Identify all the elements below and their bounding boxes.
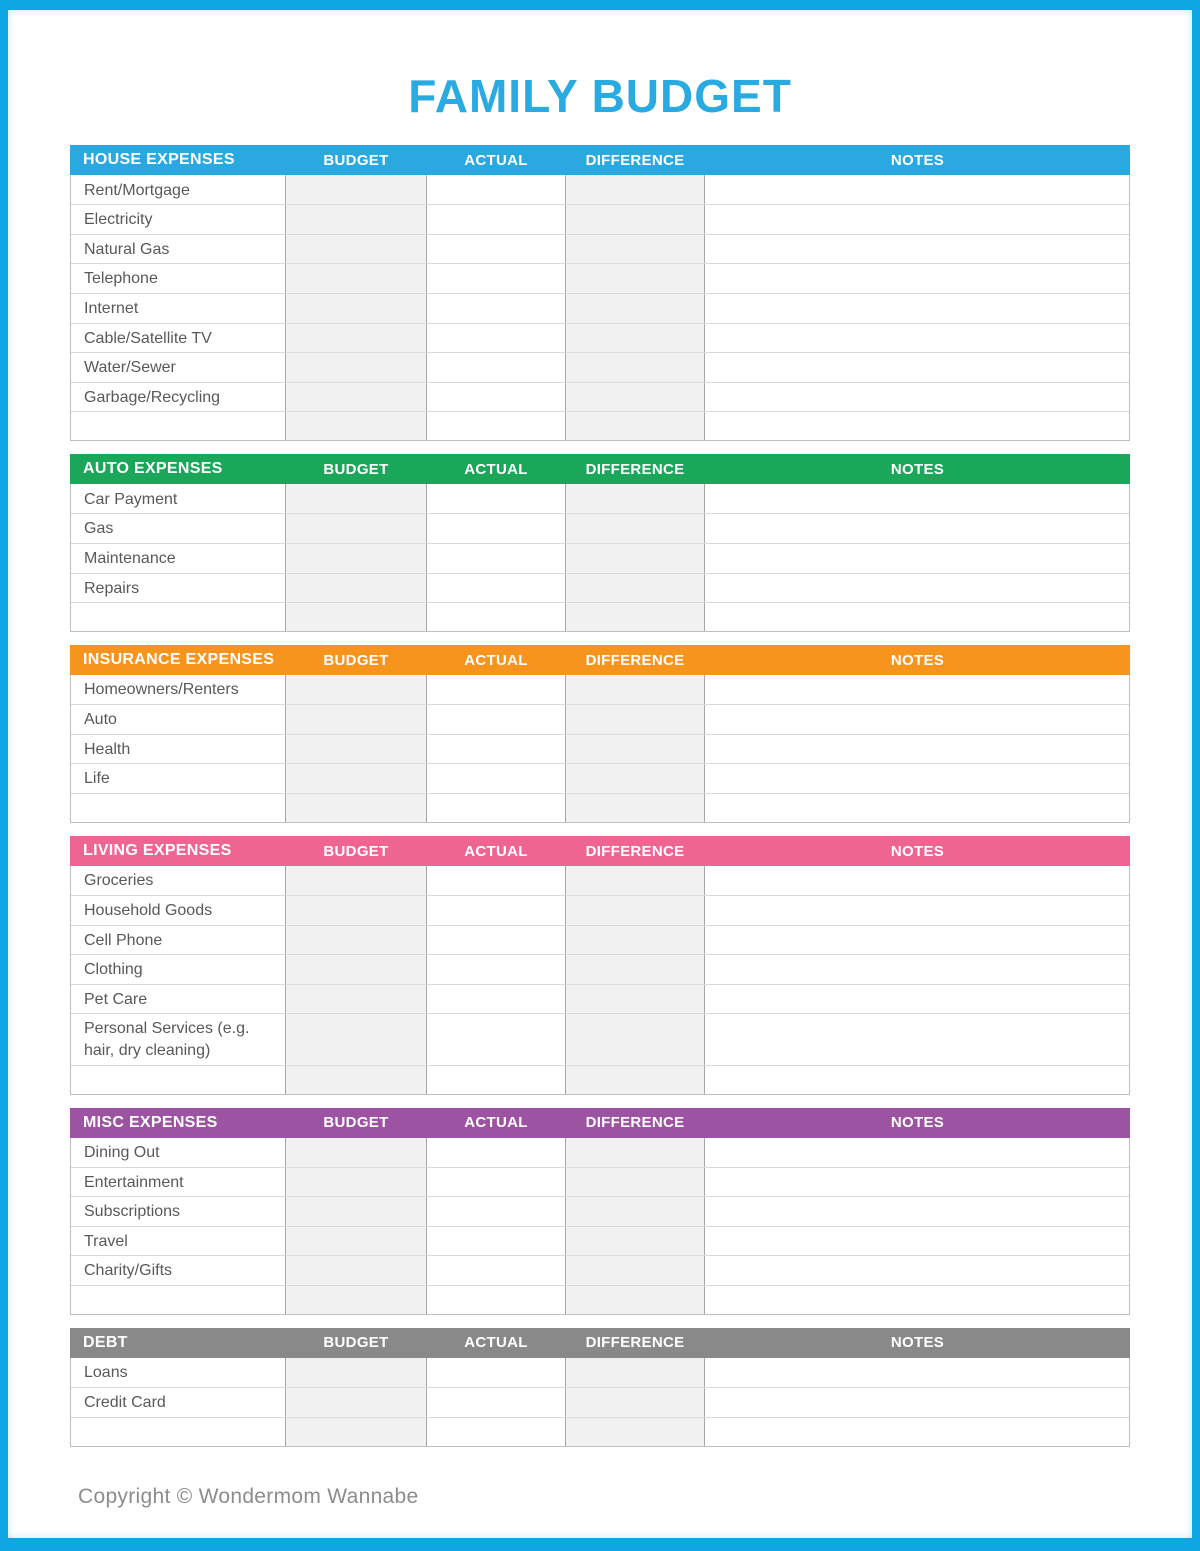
actual-cell bbox=[427, 1014, 565, 1064]
difference-cell bbox=[565, 1066, 705, 1094]
budget-cell bbox=[285, 514, 427, 543]
budget-sections bbox=[70, 145, 1130, 1446]
actual-cell bbox=[427, 955, 565, 984]
actual-cell bbox=[427, 1418, 565, 1446]
notes-cell bbox=[705, 1138, 1129, 1167]
section-title: AUTO EXPENSES bbox=[83, 460, 223, 478]
notes-cell bbox=[705, 175, 1129, 204]
difference-cell bbox=[565, 412, 705, 440]
row-label-cell: Charity/Gifts bbox=[84, 1262, 173, 1280]
notes-cell bbox=[705, 484, 1129, 513]
notes-cell bbox=[705, 383, 1129, 412]
row-label-cell bbox=[71, 1286, 285, 1314]
notes-cell bbox=[705, 985, 1129, 1014]
table-row bbox=[71, 895, 1129, 925]
column-header-actual: ACTUAL bbox=[464, 1114, 528, 1132]
row-label-cell bbox=[71, 603, 285, 631]
row-label-cell: Clothing bbox=[84, 961, 143, 979]
notes-cell bbox=[705, 955, 1129, 984]
difference-cell bbox=[565, 794, 705, 822]
difference-cell bbox=[565, 985, 705, 1014]
copyright-text: Copyright © Wondermom Wannabe bbox=[78, 1484, 419, 1508]
section-auto-expenses bbox=[70, 454, 1130, 632]
table-row bbox=[71, 675, 1129, 704]
budget-cell bbox=[285, 794, 427, 822]
actual-cell bbox=[427, 764, 565, 793]
table-row bbox=[71, 954, 1129, 984]
section-body bbox=[70, 675, 1130, 823]
row-label-cell: Telephone bbox=[84, 270, 158, 288]
budget-cell bbox=[285, 484, 427, 513]
budget-cell bbox=[285, 1197, 427, 1226]
notes-cell bbox=[705, 735, 1129, 764]
section-debt bbox=[70, 1328, 1130, 1447]
actual-cell bbox=[427, 324, 565, 353]
budget-cell bbox=[285, 324, 427, 353]
row-label-cell: Electricity bbox=[84, 211, 153, 229]
difference-cell bbox=[565, 1418, 705, 1446]
row-label-cell bbox=[71, 1418, 285, 1446]
column-header-budget: BUDGET bbox=[323, 1334, 389, 1352]
notes-cell bbox=[705, 353, 1129, 382]
budget-cell bbox=[285, 866, 427, 895]
table-row bbox=[71, 175, 1129, 204]
budget-cell bbox=[285, 764, 427, 793]
difference-cell bbox=[565, 603, 705, 631]
column-header-budget: BUDGET bbox=[323, 842, 389, 860]
section-title: LIVING EXPENSES bbox=[83, 842, 232, 860]
actual-cell bbox=[427, 1168, 565, 1197]
section-insurance-expenses bbox=[70, 645, 1130, 823]
difference-cell bbox=[565, 1227, 705, 1256]
actual-cell bbox=[427, 205, 565, 234]
notes-cell bbox=[705, 1197, 1129, 1226]
table-row bbox=[71, 925, 1129, 955]
column-header-notes: NOTES bbox=[890, 1334, 945, 1352]
budget-cell bbox=[285, 205, 427, 234]
column-header-notes: NOTES bbox=[890, 151, 945, 169]
row-label-cell: Internet bbox=[84, 300, 139, 318]
page-title: FAMILY BUDGET bbox=[408, 70, 792, 122]
section-body bbox=[70, 1358, 1130, 1447]
difference-cell bbox=[565, 324, 705, 353]
actual-cell bbox=[427, 866, 565, 895]
difference-cell bbox=[565, 514, 705, 543]
budget-cell bbox=[285, 1418, 427, 1446]
column-header-difference: DIFFERENCE bbox=[585, 842, 685, 860]
budget-cell bbox=[285, 175, 427, 204]
budget-cell bbox=[285, 1168, 427, 1197]
actual-cell bbox=[427, 264, 565, 293]
budget-cell bbox=[285, 264, 427, 293]
row-label-cell: Subscriptions bbox=[84, 1203, 181, 1221]
row-label-cell: Life bbox=[84, 770, 110, 788]
actual-cell bbox=[427, 514, 565, 543]
column-header-actual: ACTUAL bbox=[464, 1334, 528, 1352]
row-label-cell: Homeowners/Renters bbox=[84, 681, 239, 699]
table-row bbox=[71, 411, 1129, 440]
budget-cell bbox=[285, 985, 427, 1014]
table-row bbox=[71, 734, 1129, 764]
table-row bbox=[71, 793, 1129, 822]
table-row bbox=[71, 234, 1129, 264]
section-body bbox=[70, 1138, 1130, 1315]
difference-cell bbox=[565, 1168, 705, 1197]
budget-cell bbox=[285, 926, 427, 955]
budget-cell bbox=[285, 1138, 427, 1167]
budget-cell bbox=[285, 294, 427, 323]
column-header-difference: DIFFERENCE bbox=[585, 1334, 685, 1352]
actual-cell bbox=[427, 926, 565, 955]
table-row bbox=[71, 1358, 1129, 1387]
table-row bbox=[71, 866, 1129, 895]
budget-cell bbox=[285, 675, 427, 704]
notes-cell bbox=[705, 1388, 1129, 1417]
table-row bbox=[71, 1138, 1129, 1167]
difference-cell bbox=[565, 1014, 705, 1064]
row-label-cell: Car Payment bbox=[84, 490, 178, 508]
row-label-cell: Entertainment bbox=[84, 1173, 184, 1191]
row-label-cell: Gas bbox=[84, 520, 114, 538]
notes-cell bbox=[705, 926, 1129, 955]
table-row bbox=[71, 293, 1129, 323]
section-body bbox=[70, 866, 1130, 1095]
notes-cell bbox=[705, 412, 1129, 440]
section-header bbox=[70, 1328, 1130, 1358]
actual-cell bbox=[427, 705, 565, 734]
difference-cell bbox=[565, 955, 705, 984]
table-row bbox=[71, 1285, 1129, 1314]
column-header-actual: ACTUAL bbox=[464, 151, 528, 169]
notes-cell bbox=[705, 603, 1129, 631]
row-label-cell: Auto bbox=[84, 711, 117, 729]
section-house-expenses bbox=[70, 145, 1130, 441]
budget-cell bbox=[285, 1066, 427, 1094]
column-header-budget: BUDGET bbox=[323, 460, 389, 478]
budget-cell bbox=[285, 383, 427, 412]
column-header-notes: NOTES bbox=[890, 651, 945, 669]
notes-cell bbox=[705, 675, 1129, 704]
notes-cell bbox=[705, 1066, 1129, 1094]
row-label-cell: Garbage/Recycling bbox=[84, 388, 221, 406]
actual-cell bbox=[427, 294, 565, 323]
notes-cell bbox=[705, 544, 1129, 573]
column-header-budget: BUDGET bbox=[323, 1114, 389, 1132]
table-row bbox=[71, 984, 1129, 1014]
row-label-cell: Rent/Mortgage bbox=[84, 181, 190, 199]
difference-cell bbox=[565, 1286, 705, 1314]
column-header-budget: BUDGET bbox=[323, 651, 389, 669]
difference-cell bbox=[565, 175, 705, 204]
column-header-actual: ACTUAL bbox=[464, 842, 528, 860]
row-label-cell: Groceries bbox=[84, 872, 154, 890]
table-row bbox=[71, 704, 1129, 734]
table-row bbox=[71, 602, 1129, 631]
table-row bbox=[71, 382, 1129, 412]
actual-cell bbox=[427, 1227, 565, 1256]
section-living-expenses bbox=[70, 836, 1130, 1095]
section-header bbox=[70, 645, 1130, 675]
notes-cell bbox=[705, 514, 1129, 543]
column-header-difference: DIFFERENCE bbox=[585, 460, 685, 478]
table-row bbox=[71, 1417, 1129, 1446]
notes-cell bbox=[705, 264, 1129, 293]
notes-cell bbox=[705, 794, 1129, 822]
actual-cell bbox=[427, 603, 565, 631]
column-header-difference: DIFFERENCE bbox=[585, 651, 685, 669]
row-label-cell: Loans bbox=[84, 1364, 128, 1382]
table-row bbox=[71, 1196, 1129, 1226]
table-row bbox=[71, 1255, 1129, 1285]
table-row bbox=[71, 1065, 1129, 1094]
section-header bbox=[70, 454, 1130, 484]
notes-cell bbox=[705, 896, 1129, 925]
difference-cell bbox=[565, 926, 705, 955]
difference-cell bbox=[565, 705, 705, 734]
section-header bbox=[70, 1108, 1130, 1138]
column-header-budget: BUDGET bbox=[323, 151, 389, 169]
difference-cell bbox=[565, 1256, 705, 1285]
notes-cell bbox=[705, 1168, 1129, 1197]
notes-cell bbox=[705, 1286, 1129, 1314]
actual-cell bbox=[427, 175, 565, 204]
budget-cell bbox=[285, 1014, 427, 1064]
difference-cell bbox=[565, 1197, 705, 1226]
actual-cell bbox=[427, 353, 565, 382]
budget-cell bbox=[285, 1388, 427, 1417]
table-row bbox=[71, 263, 1129, 293]
row-label-cell: Natural Gas bbox=[84, 240, 170, 258]
column-header-actual: ACTUAL bbox=[464, 460, 528, 478]
difference-cell bbox=[565, 1388, 705, 1417]
column-header-notes: NOTES bbox=[890, 1114, 945, 1132]
budget-cell bbox=[285, 603, 427, 631]
column-header-difference: DIFFERENCE bbox=[585, 1114, 685, 1132]
notes-cell bbox=[705, 866, 1129, 895]
actual-cell bbox=[427, 675, 565, 704]
table-row bbox=[71, 204, 1129, 234]
notes-cell bbox=[705, 1358, 1129, 1387]
row-label-cell: Pet Care bbox=[84, 990, 148, 1008]
table-row bbox=[71, 484, 1129, 513]
section-title: INSURANCE EXPENSES bbox=[83, 651, 275, 669]
section-body bbox=[70, 484, 1130, 632]
difference-cell bbox=[565, 484, 705, 513]
difference-cell bbox=[565, 574, 705, 603]
notes-cell bbox=[705, 294, 1129, 323]
row-label-cell bbox=[71, 412, 285, 440]
difference-cell bbox=[565, 1138, 705, 1167]
actual-cell bbox=[427, 235, 565, 264]
section-header bbox=[70, 836, 1130, 866]
difference-cell bbox=[565, 764, 705, 793]
actual-cell bbox=[427, 985, 565, 1014]
budget-cell bbox=[285, 1227, 427, 1256]
actual-cell bbox=[427, 1138, 565, 1167]
table-row bbox=[71, 1013, 1129, 1064]
budget-cell bbox=[285, 353, 427, 382]
notes-cell bbox=[705, 235, 1129, 264]
notes-cell bbox=[705, 205, 1129, 234]
difference-cell bbox=[565, 866, 705, 895]
table-row bbox=[71, 323, 1129, 353]
table-row bbox=[71, 352, 1129, 382]
actual-cell bbox=[427, 383, 565, 412]
notes-cell bbox=[705, 574, 1129, 603]
notes-cell bbox=[705, 1418, 1129, 1446]
actual-cell bbox=[427, 544, 565, 573]
actual-cell bbox=[427, 1388, 565, 1417]
notes-cell bbox=[705, 1227, 1129, 1256]
difference-cell bbox=[565, 235, 705, 264]
table-row bbox=[71, 543, 1129, 573]
actual-cell bbox=[427, 574, 565, 603]
section-title: HOUSE EXPENSES bbox=[83, 151, 235, 169]
table-row bbox=[71, 1226, 1129, 1256]
budget-cell bbox=[285, 955, 427, 984]
table-row bbox=[71, 1167, 1129, 1197]
table-row bbox=[71, 1387, 1129, 1417]
section-title: DEBT bbox=[83, 1333, 128, 1351]
budget-cell bbox=[285, 705, 427, 734]
actual-cell bbox=[427, 794, 565, 822]
actual-cell bbox=[427, 1066, 565, 1094]
table-row bbox=[71, 763, 1129, 793]
budget-cell bbox=[285, 412, 427, 440]
row-label-cell: Credit Card bbox=[84, 1393, 166, 1411]
notes-cell bbox=[705, 1256, 1129, 1285]
row-label-cell: Dining Out bbox=[84, 1143, 160, 1161]
actual-cell bbox=[427, 484, 565, 513]
actual-cell bbox=[427, 412, 565, 440]
budget-cell bbox=[285, 544, 427, 573]
row-label-cell bbox=[71, 794, 285, 822]
actual-cell bbox=[427, 1358, 565, 1387]
row-label-cell: Repairs bbox=[84, 579, 140, 597]
table-row bbox=[71, 573, 1129, 603]
actual-cell bbox=[427, 1256, 565, 1285]
notes-cell bbox=[705, 764, 1129, 793]
column-header-difference: DIFFERENCE bbox=[585, 151, 685, 169]
difference-cell bbox=[565, 675, 705, 704]
notes-cell bbox=[705, 324, 1129, 353]
budget-cell bbox=[285, 1358, 427, 1387]
actual-cell bbox=[427, 1197, 565, 1226]
notes-cell bbox=[705, 1014, 1129, 1064]
budget-cell bbox=[285, 735, 427, 764]
budget-cell bbox=[285, 896, 427, 925]
row-label-cell: Maintenance bbox=[84, 550, 176, 568]
difference-cell bbox=[565, 383, 705, 412]
difference-cell bbox=[565, 735, 705, 764]
table-row bbox=[71, 513, 1129, 543]
notes-cell bbox=[705, 705, 1129, 734]
row-label-cell: Household Goods bbox=[84, 902, 213, 920]
row-label-cell: Water/Sewer bbox=[84, 359, 176, 377]
difference-cell bbox=[565, 1358, 705, 1387]
difference-cell bbox=[565, 353, 705, 382]
row-label-cell: Cable/Satellite TV bbox=[84, 329, 212, 347]
budget-cell bbox=[285, 1256, 427, 1285]
budget-cell bbox=[285, 235, 427, 264]
budget-cell bbox=[285, 1286, 427, 1314]
difference-cell bbox=[565, 544, 705, 573]
row-label-cell: Cell Phone bbox=[84, 931, 163, 949]
row-label-cell: Personal Services (e.g. hair, dry cleaning) bbox=[84, 1020, 250, 1059]
column-header-notes: NOTES bbox=[890, 842, 945, 860]
row-label-cell bbox=[71, 1066, 285, 1094]
budget-cell bbox=[285, 574, 427, 603]
difference-cell bbox=[565, 264, 705, 293]
section-body bbox=[70, 175, 1130, 441]
column-header-actual: ACTUAL bbox=[464, 651, 528, 669]
column-header-notes: NOTES bbox=[890, 460, 945, 478]
difference-cell bbox=[565, 294, 705, 323]
difference-cell bbox=[565, 205, 705, 234]
difference-cell bbox=[565, 896, 705, 925]
row-label-cell: Travel bbox=[84, 1232, 128, 1250]
section-misc-expenses bbox=[70, 1108, 1130, 1315]
actual-cell bbox=[427, 1286, 565, 1314]
section-title: MISC EXPENSES bbox=[83, 1113, 218, 1131]
actual-cell bbox=[427, 735, 565, 764]
section-header bbox=[70, 145, 1130, 175]
actual-cell bbox=[427, 896, 565, 925]
row-label-cell: Health bbox=[84, 740, 131, 758]
